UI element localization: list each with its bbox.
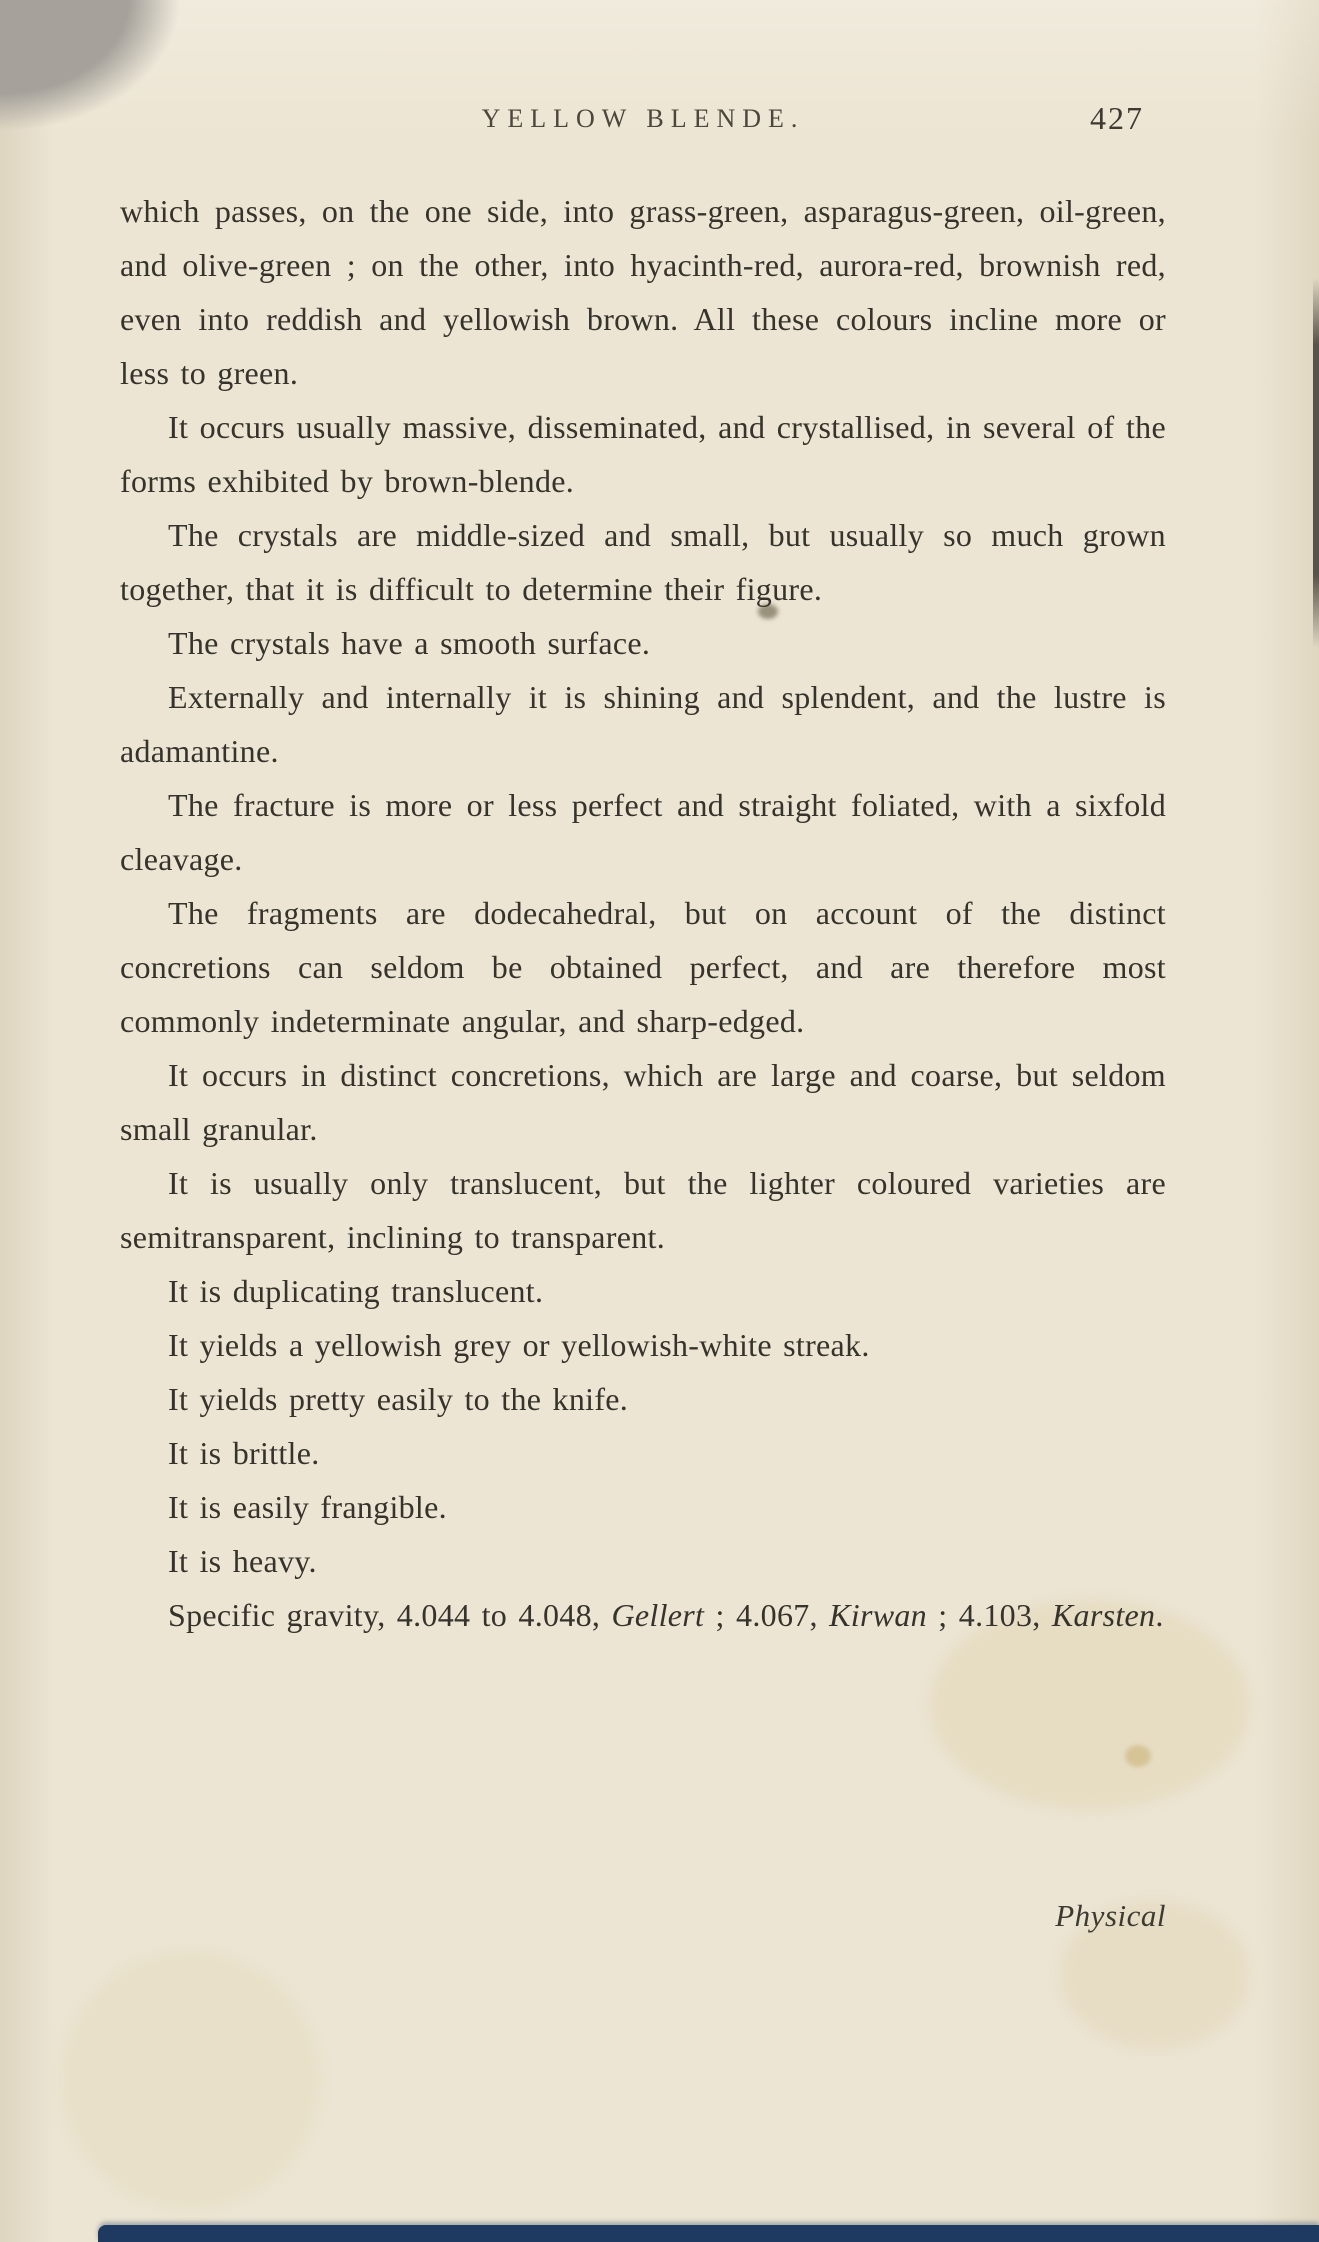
body-text: ; 4.103, bbox=[926, 1597, 1052, 1633]
catchword-text: Physical bbox=[1055, 1898, 1166, 1933]
body-text: The crystals are middle-sized and small, but usually so much grown together, that it is difficult to determine their figure. bbox=[120, 517, 1166, 607]
body-text: ; 4.067, bbox=[704, 1597, 830, 1633]
paper-stain bbox=[60, 1950, 320, 2210]
paragraph bbox=[120, 1588, 1166, 1642]
paragraph bbox=[120, 1318, 1166, 1372]
paragraph bbox=[120, 1534, 1166, 1588]
catchword bbox=[1055, 1898, 1166, 1934]
body-text: It yields a yellowish grey or yellowish-white streak. bbox=[168, 1327, 870, 1363]
page-number: 427 bbox=[1090, 100, 1144, 136]
page-header bbox=[120, 100, 1166, 144]
body-text: It is duplicating translucent. bbox=[168, 1273, 544, 1309]
italic-text: Karsten bbox=[1051, 1597, 1156, 1633]
body-text: It occurs in distinct concretions, which are large and coarse, but seldom small granular. bbox=[120, 1057, 1166, 1147]
scan-bottom-strip bbox=[98, 2225, 1319, 2242]
body-text: It is heavy. bbox=[168, 1543, 317, 1579]
page-edge-mark bbox=[1313, 278, 1319, 648]
body-text: It is brittle. bbox=[168, 1435, 320, 1471]
paragraph bbox=[120, 778, 1166, 886]
body-text: The crystals have a smooth surface. bbox=[168, 625, 651, 661]
paragraph bbox=[120, 508, 1166, 616]
body-text: The fracture is more or less perfect and straight foliated, with a sixfold cleavage. bbox=[120, 787, 1166, 877]
body-text: Specific gravity, 4.044 to 4.048, bbox=[168, 1597, 612, 1633]
paragraph bbox=[120, 886, 1166, 1048]
paragraph bbox=[120, 1264, 1166, 1318]
paragraph bbox=[120, 400, 1166, 508]
paragraph bbox=[120, 1048, 1166, 1156]
paragraph bbox=[120, 1156, 1166, 1264]
page-body bbox=[120, 184, 1166, 1642]
italic-text: Kirwan bbox=[829, 1597, 927, 1633]
paragraph bbox=[120, 616, 1166, 670]
body-text: Externally and internally it is shining and splendent, and the lustre is adamantine. bbox=[120, 679, 1166, 769]
body-text: . bbox=[1155, 1597, 1164, 1633]
paragraph bbox=[120, 184, 1166, 400]
body-text: It yields pretty easily to the knife. bbox=[168, 1381, 629, 1417]
body-text: which passes, on the one side, into grass-green, asparagus-green, oil-green, and olive-green ; on the other, into hyacinth-red, aurora-red, brownish red, even into reddish and yellowish brown. All these colours incline more or less to green. bbox=[120, 193, 1166, 391]
paragraph bbox=[120, 1480, 1166, 1534]
italic-text: Gellert bbox=[611, 1597, 705, 1633]
paragraph bbox=[120, 670, 1166, 778]
body-text: It occurs usually massive, disseminated, and crystallised, in several of the forms exhibited by brown-blende. bbox=[120, 409, 1166, 499]
body-text: It is usually only translucent, but the lighter coloured varieties are semitransparent, inclining to transparent. bbox=[120, 1165, 1166, 1255]
running-title: YELLOW BLENDE. bbox=[481, 104, 805, 133]
body-text: The fragments are dodecahedral, but on account of the distinct concretions can seldom be obtained perfect, and are therefore most commonly indeterminate angular, and sharp-edged. bbox=[120, 895, 1166, 1039]
paragraph bbox=[120, 1372, 1166, 1426]
body-text: It is easily frangible. bbox=[168, 1489, 447, 1525]
paragraph bbox=[120, 1426, 1166, 1480]
paper-stain bbox=[1125, 1745, 1151, 1767]
